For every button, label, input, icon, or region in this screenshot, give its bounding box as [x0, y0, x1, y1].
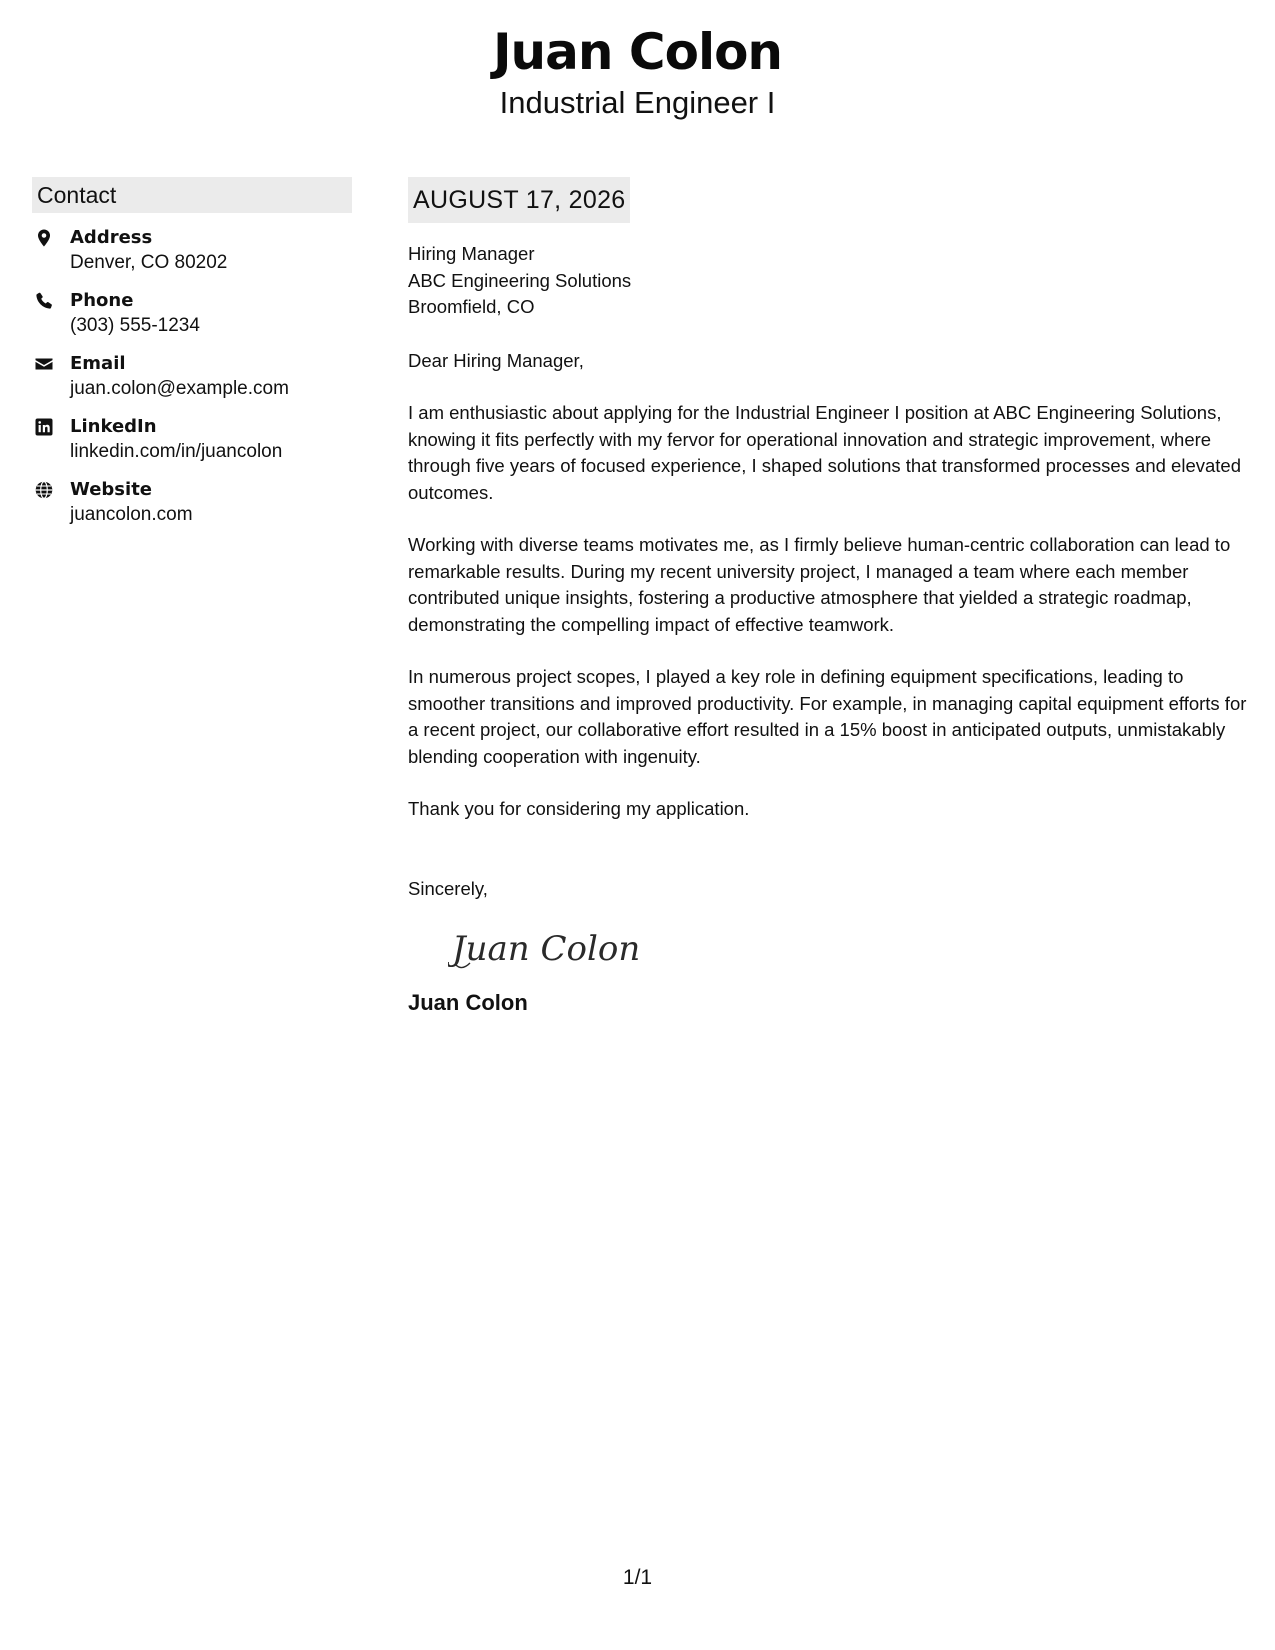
recipient-location: Broomfield, CO: [408, 296, 535, 317]
letter-date: AUGUST 17, 2026: [408, 177, 630, 223]
letter-body: [408, 177, 1253, 1018]
recipient-block: [408, 241, 1253, 321]
closing: Sincerely,: [408, 877, 488, 899]
recipient-company: ABC Engineering Solutions: [408, 269, 632, 291]
email-value: juan.colon@example.com: [70, 378, 289, 399]
contact-item-linkedin: [32, 414, 352, 477]
contact-item-website: [32, 477, 352, 540]
linkedin-value: linkedin.com/in/juancolon: [70, 441, 283, 462]
letter-header: [0, 20, 1275, 122]
phone-icon: [34, 291, 54, 311]
phone-value: (303) 555-1234: [70, 315, 200, 336]
address-value: Denver, CO 80202: [70, 252, 228, 273]
contact-item-email: [32, 351, 352, 414]
linkedin-icon: [34, 417, 54, 437]
applicant-name: Juan Colon: [492, 23, 783, 81]
salutation: Dear Hiring Manager,: [408, 349, 584, 371]
contact-heading: Contact: [32, 177, 352, 213]
contact-label: LinkedIn: [70, 416, 157, 437]
page-number: 1/1: [622, 1566, 653, 1589]
contact-label: Email: [70, 353, 126, 374]
website-value: juancolon.com: [70, 504, 193, 525]
envelope-icon: [34, 354, 54, 374]
paragraph-thanks: Thank you for considering my application.: [408, 798, 750, 819]
applicant-job-title: Industrial Engineer I: [499, 85, 776, 120]
paragraph-intro: I am enthusiastic about applying for the Industrial Engineer I position at ABC Engineering Solutions, knowing it fits perfectly with my fervor for operational innovation and strategic improvement, where through five years of focused experience, I shaped solutions that transformed processes and elevated outcomes.: [408, 402, 1241, 503]
contact-label: Website: [70, 479, 153, 500]
contact-label: Phone: [70, 290, 134, 311]
signer-name: Juan Colon: [408, 990, 528, 1015]
globe-icon: [34, 480, 54, 500]
paragraph-teamwork: Working with diverse teams motivates me, as I firmly believe human-centric collaboration can lead to remarkable results. During my recent university project, I managed a team where each member contributed unique insights, fostering a productive atmosphere that yielded a strategic roadmap, demonstrating the compelling impact of effective teamwork.: [408, 534, 1231, 635]
handwritten-signature: [448, 920, 648, 976]
contact-sidebar: [32, 177, 352, 540]
signature-text: Juan Colon: [452, 929, 641, 969]
recipient-name: Hiring Manager: [408, 243, 535, 264]
contact-list: [32, 225, 352, 540]
paragraph-projects: In numerous project scopes, I played a key role in defining equipment specifications, leading to smoother transitions and improved productivity. For example, in managing capital equipment efforts for a recent project, our collaborative effort resulted in a 15% boost in anticipated outputs, unmistakably blending cooperation with ingenuity.: [408, 666, 1247, 767]
map-marker-icon: [34, 228, 54, 248]
contact-label: Address: [70, 227, 153, 248]
contact-item-phone: [32, 288, 352, 351]
contact-item-address: [32, 225, 352, 288]
